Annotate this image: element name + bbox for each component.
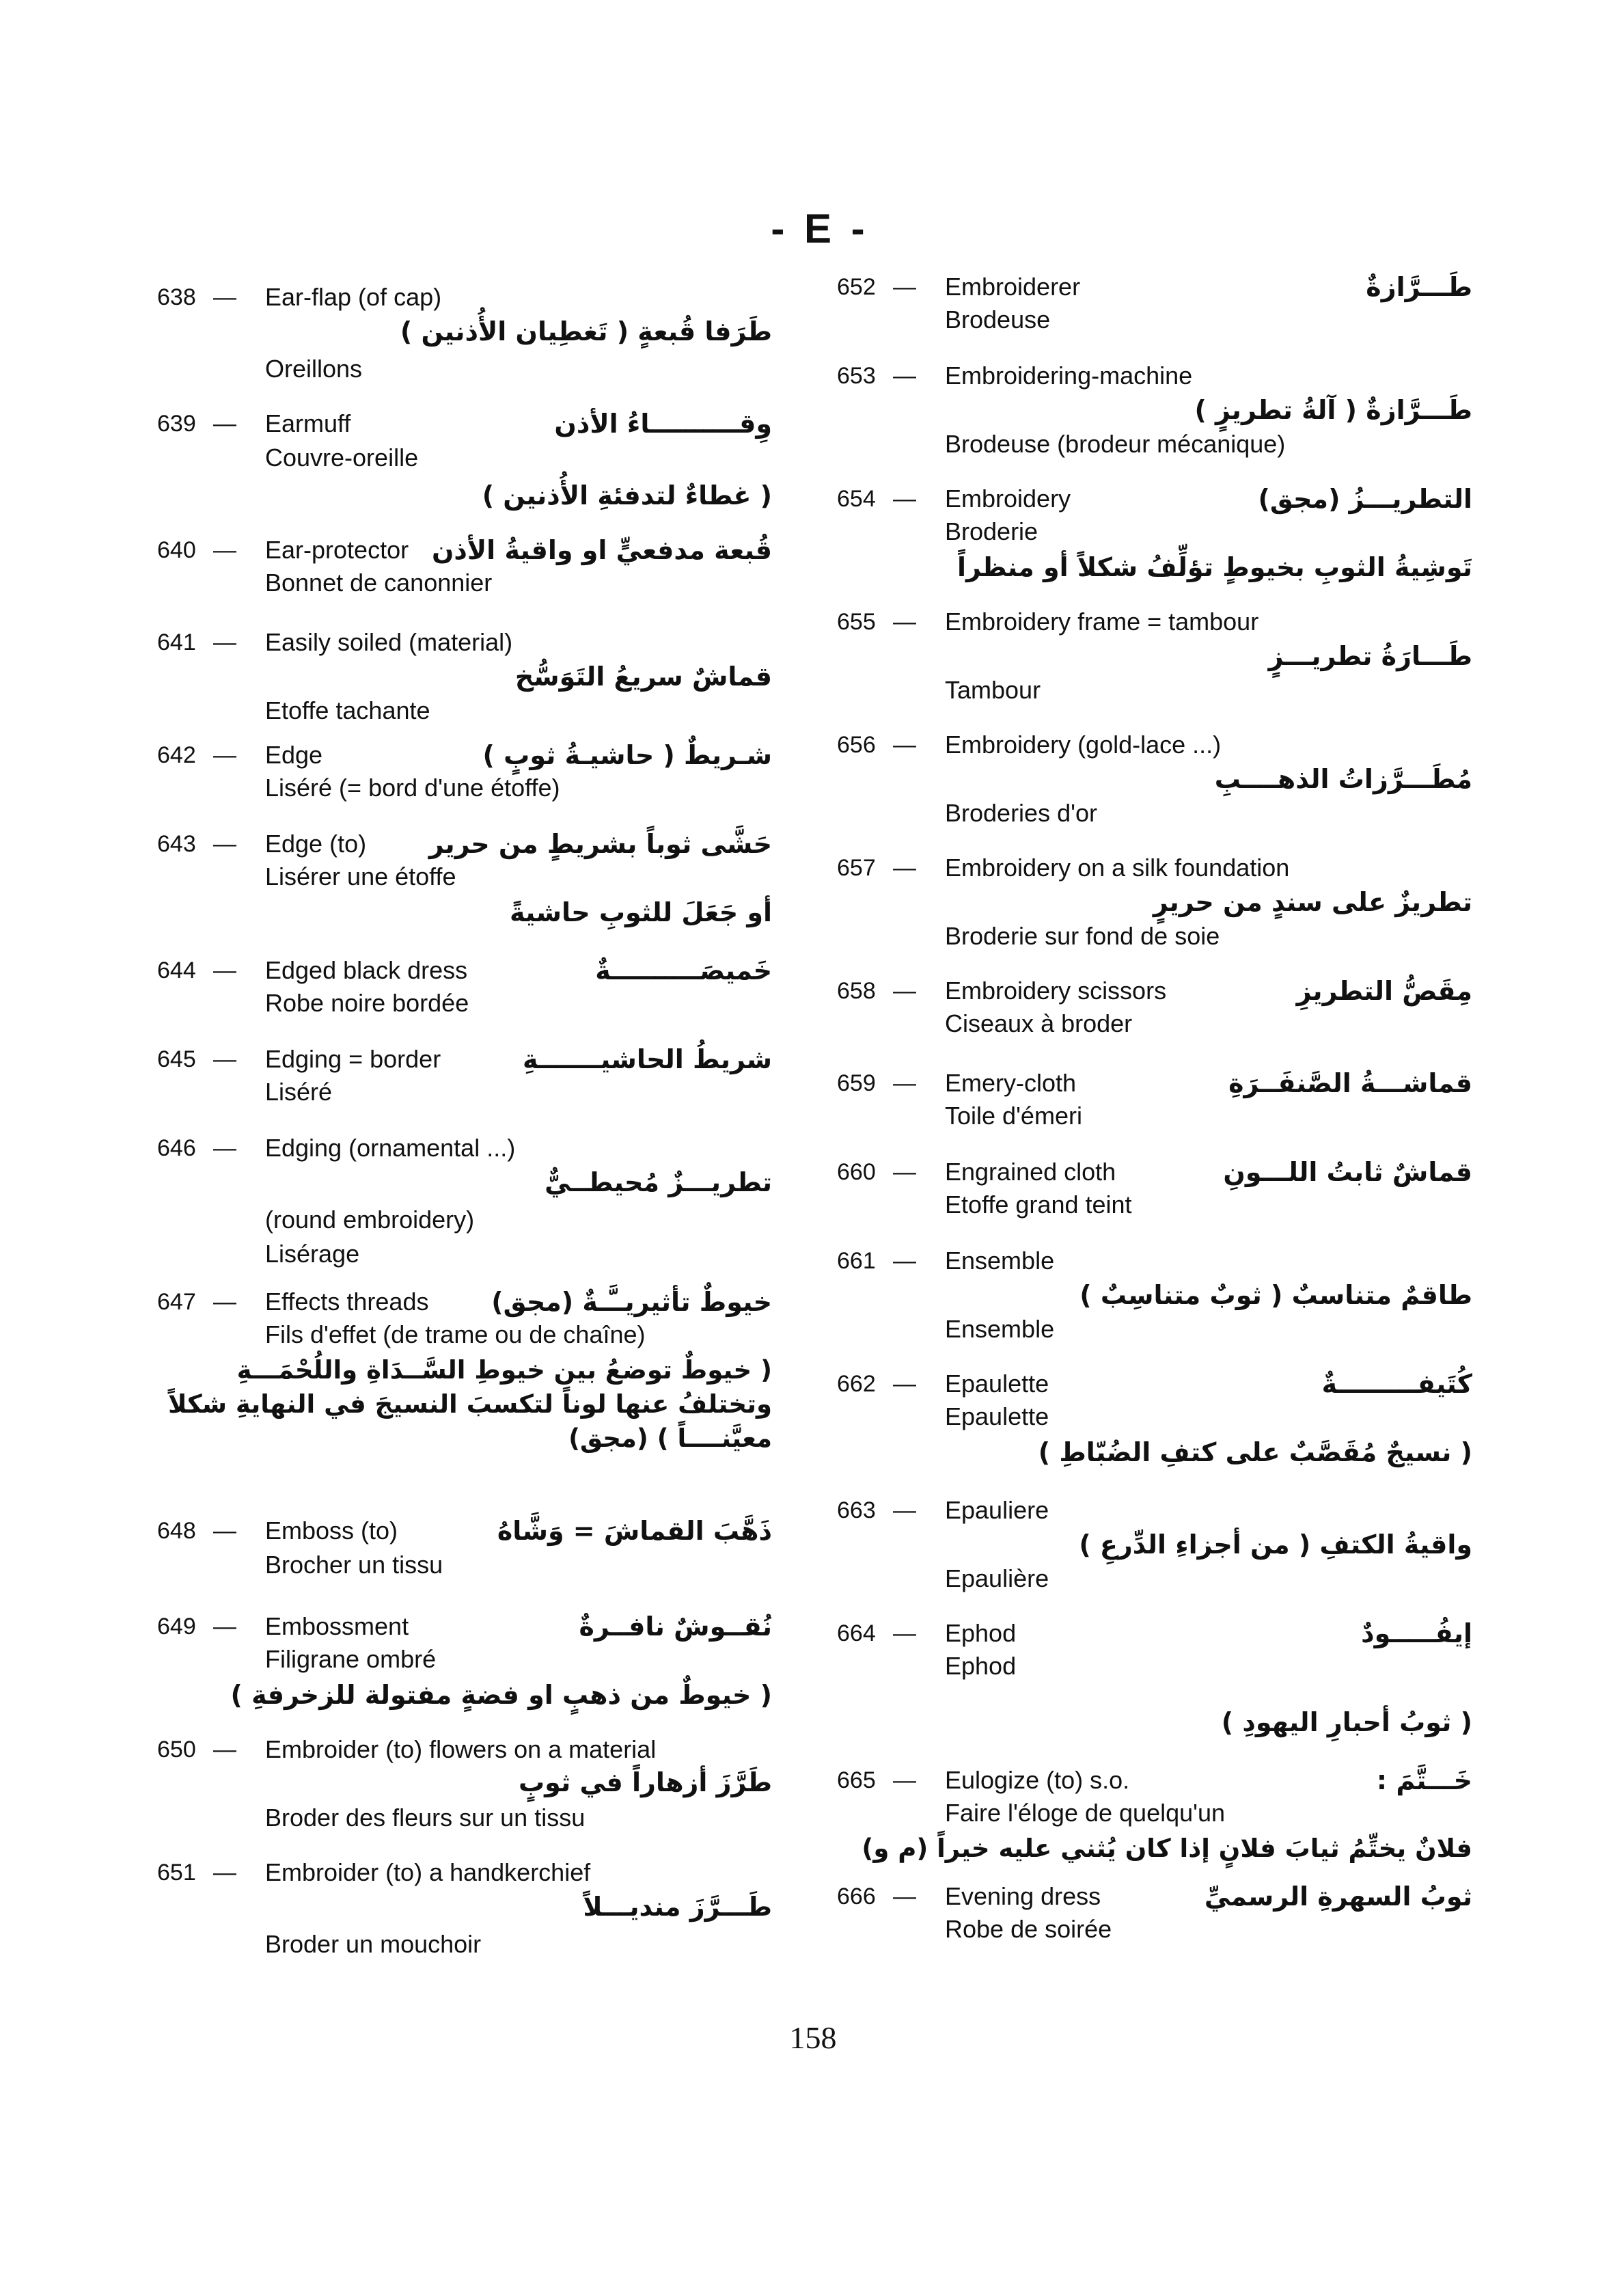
french-term: Broderie: [945, 517, 1038, 545]
arabic-term: قماشٌ ثابتُ اللـــونِ: [1223, 1157, 1472, 1187]
english-term: Embroidery on a silk foundation: [945, 854, 1290, 882]
entry-number: 649: [157, 1614, 196, 1640]
entry-number: 646: [157, 1135, 196, 1161]
page-number: 158: [789, 2020, 837, 2055]
dash: —: [893, 1497, 916, 1523]
english-term: Ear-flap (of cap): [265, 283, 442, 311]
dash: —: [893, 1248, 916, 1274]
english-term: Embroidery frame = tambour: [945, 608, 1259, 636]
entry-number: 659: [837, 1070, 876, 1096]
french-term: Ciseaux à broder: [945, 1009, 1133, 1037]
arabic-note: معيَّنــــاً ) (مجق): [568, 1424, 772, 1453]
arabic-term: طاقمٌ متناسبٌ ( ثوبٌ متناسِبٌ ): [1079, 1280, 1472, 1310]
entry-number: 657: [837, 855, 876, 881]
arabic-term: طَرَفا قُبعةٍ ( تَغطِيان الأُذنين ): [400, 316, 772, 346]
dash: —: [213, 1289, 236, 1315]
dash: —: [213, 1614, 236, 1640]
arabic-note: ( ثوبُ أحبارِ اليهودِ ): [1221, 1707, 1472, 1737]
dash: —: [213, 1046, 236, 1072]
english-term: Effects threads: [265, 1288, 429, 1316]
arabic-term: طَرَّزَ أزهاراً في ثوبٍ: [518, 1767, 772, 1797]
english-term: Easily soiled (material): [265, 628, 513, 656]
french-term: Fils d'effet (de trame ou de chaîne): [265, 1320, 646, 1348]
french-term: Lisérage: [265, 1240, 360, 1268]
entry-number: 640: [157, 537, 196, 563]
arabic-term: مُطَـــرَّزاتُ الذهــــبِ: [1214, 764, 1472, 794]
french-term: Etoffe tachante: [265, 696, 430, 724]
entry-number: 664: [837, 1620, 876, 1646]
dash: —: [893, 1884, 916, 1909]
french-term: Robe noire bordée: [265, 989, 469, 1017]
french-term: Broder des fleurs sur un tissu: [265, 1804, 586, 1832]
english-term: Embroider (to) flowers on a material: [265, 1735, 657, 1763]
english-term: Emery-cloth: [945, 1069, 1077, 1097]
dash: —: [213, 284, 236, 310]
french-term: Etoffe grand teint: [945, 1191, 1132, 1219]
dash: —: [893, 486, 916, 512]
arabic-term: شـريطٌ ( حاشيـةُ ثوبٍ ): [482, 740, 772, 770]
entry-number: 660: [837, 1159, 876, 1185]
section-letter: - E -: [771, 206, 869, 251]
entry-number: 645: [157, 1046, 196, 1072]
arabic-note: ( خيوطٌ توضعُ بين خيوطِ السَّــدَاةِ واللُحْمَـــةِ: [236, 1355, 772, 1385]
entry-number: 666: [837, 1884, 876, 1909]
english-note: (round embroidery): [265, 1206, 475, 1234]
arabic-term: ثوبُ السهرةِ الرسميِّ: [1204, 1881, 1472, 1912]
english-term: Embroiderer: [945, 273, 1081, 301]
arabic-term: إيفُـــــودٌ: [1361, 1618, 1472, 1648]
french-term: Faire l'éloge de quelqu'un: [945, 1799, 1226, 1827]
dash: —: [213, 411, 236, 437]
arabic-term: خَميصَــــــــــةٌ: [595, 955, 772, 985]
english-term: Epaulette: [945, 1370, 1049, 1398]
english-term: Edged black dress: [265, 956, 468, 984]
dash: —: [893, 1767, 916, 1793]
entry-number: 656: [837, 732, 876, 758]
arabic-term: كُتَيفـــــــــةٌ: [1321, 1369, 1472, 1399]
dash: —: [893, 732, 916, 758]
entry-number: 644: [157, 957, 196, 983]
dash: —: [893, 1371, 916, 1397]
dash: —: [213, 742, 236, 768]
french-term: Robe de soirée: [945, 1915, 1112, 1943]
arabic-note: ( غطاءٌ لتدفئةِ الأُذنين ): [482, 480, 772, 511]
entry-number: 654: [837, 486, 876, 512]
arabic-term: تطريـــزٌ مُحيطــيٌّ: [545, 1167, 772, 1197]
french-term: Brocher un tissu: [265, 1551, 443, 1579]
french-term: Toile d'émeri: [945, 1102, 1082, 1130]
arabic-term: خَـــتَّمَ :: [1376, 1765, 1472, 1795]
english-term: Engrained cloth: [945, 1158, 1116, 1186]
dash: —: [213, 1135, 236, 1161]
english-term: Ensemble: [945, 1247, 1055, 1275]
arabic-term: طَـــرَّازةٌ: [1366, 272, 1472, 302]
arabic-note: ( نسيجٌ مُقَصَّبٌ على كتفِ الضُبّاطِ ): [1038, 1437, 1472, 1467]
english-term: Embroidery (gold-lace ...): [945, 731, 1222, 759]
entry-number: 658: [837, 978, 876, 1004]
dash: —: [213, 537, 236, 563]
entry-number: 663: [837, 1497, 876, 1523]
english-term: Earmuff: [265, 409, 351, 437]
english-term: Edge (to): [265, 830, 367, 858]
dash: —: [893, 363, 916, 389]
english-term: Embossment: [265, 1612, 409, 1640]
english-term: Embroidery scissors: [945, 977, 1167, 1005]
entry-number: 653: [837, 363, 876, 389]
english-term: Edge: [265, 741, 323, 769]
english-term: Ephod: [945, 1619, 1017, 1647]
arabic-note: تَوشِيةُ الثوبِ بخيوطٍ تؤلِّفُ شكلاً أو منظراً: [957, 552, 1472, 582]
dash: —: [213, 1518, 236, 1544]
french-term: Broder un mouchoir: [265, 1930, 482, 1958]
english-term: Embroidering-machine: [945, 362, 1193, 390]
arabic-term: قماشـــةُ الصَّنفَــرَةِ: [1228, 1068, 1472, 1098]
arabic-term: مِقَصُّ التطريزِ: [1296, 976, 1472, 1006]
entry-number: 652: [837, 274, 876, 300]
entry-number: 647: [157, 1289, 196, 1315]
arabic-note: أو جَعَلَ للثوبِ حاشيةً: [510, 897, 772, 927]
english-term: Embroider (to) a handkerchief: [265, 1858, 591, 1886]
entry-number: 641: [157, 629, 196, 655]
french-term: Couvre-oreille: [265, 444, 419, 472]
arabic-term: التطريـــزُ (مجق): [1258, 484, 1472, 514]
french-term: Ensemble: [945, 1315, 1055, 1343]
english-term: Emboss (to): [265, 1517, 398, 1545]
arabic-term: واقيةُ الكتفِ ( من أجزاءِ الدِّرعِ ): [1079, 1530, 1472, 1560]
entry-number: 662: [837, 1371, 876, 1397]
arabic-term: قُبعة مدفعيٍّ او واقيةُ الأذن: [431, 535, 772, 565]
arabic-note: فلانٌ يختِّمُ ثيابَ فلانٍ إذا كان يُثني عليه خيراً (م و): [862, 1834, 1472, 1863]
french-term: Broderie sur fond de soie: [945, 922, 1220, 950]
entry-number: 661: [837, 1248, 876, 1274]
french-term: Oreillons: [265, 355, 363, 383]
arabic-term: قماشٌ سريعُ التَوَسُّخ: [514, 662, 772, 692]
french-term: Filigrane ombré: [265, 1645, 437, 1673]
french-term: Lisérer une étoffe: [265, 862, 456, 891]
english-term: Evening dress: [945, 1882, 1101, 1910]
entry-number: 665: [837, 1767, 876, 1793]
dash: —: [893, 855, 916, 881]
arabic-term: طَـــرَّزَ منديـــلاً: [583, 1892, 772, 1922]
arabic-term: طَـــرَّازةٌ ( آلةُ تطريزٍ ): [1194, 395, 1472, 425]
english-term: Epauliere: [945, 1496, 1049, 1524]
arabic-note: ( خيوطٌ من ذهبٍ او فضةٍ مفتولة للزخرفةِ ): [230, 1680, 772, 1710]
english-term: Eulogize (to) s.o.: [945, 1766, 1130, 1794]
entry-number: 651: [157, 1860, 196, 1886]
entry-number: 650: [157, 1737, 196, 1763]
arabic-note: وتختلفُ عنها لوناً لتكسبَ النسيجَ في النهايةِ شكلاً: [168, 1389, 772, 1419]
french-term: Ephod: [945, 1652, 1017, 1680]
dash: —: [893, 1620, 916, 1646]
dash: —: [213, 1860, 236, 1886]
arabic-term: طَـــارَةُ تطريـــزٍ: [1268, 641, 1472, 671]
dash: —: [213, 957, 236, 983]
dash: —: [893, 1159, 916, 1185]
dash: —: [213, 629, 236, 655]
arabic-term: حَشَّى ثوباً بشريطٍ من حرير: [428, 829, 772, 859]
dash: —: [213, 831, 236, 857]
entry-number: 638: [157, 284, 196, 310]
english-term: Edging = border: [265, 1045, 441, 1073]
french-term: Liséré: [265, 1078, 333, 1106]
french-term: Brodeuse (brodeur mécanique): [945, 430, 1286, 458]
french-term: Epaulette: [945, 1402, 1049, 1430]
arabic-term: ذَهَّبَ القماشَ = وَشَّاهُ: [497, 1516, 772, 1546]
french-term: Bonnet de canonnier: [265, 569, 493, 597]
entry-number: 655: [837, 609, 876, 635]
dash: —: [893, 274, 916, 300]
entry-number: 648: [157, 1518, 196, 1544]
entry-number: 643: [157, 831, 196, 857]
french-term: Epaulière: [945, 1564, 1049, 1592]
french-term: Tambour: [945, 676, 1041, 704]
dash: —: [893, 1070, 916, 1096]
english-term: Edging (ornamental ...): [265, 1134, 516, 1162]
arabic-term: تطريزٌ على سندٍ من حريرٍ: [1153, 887, 1472, 917]
entry-number: 639: [157, 411, 196, 437]
entry-number: 642: [157, 742, 196, 768]
french-term: Brodeuse: [945, 305, 1051, 334]
dash: —: [893, 978, 916, 1004]
arabic-term: خيوطٌ تأثيريــَّـةٌ (مجق): [491, 1287, 772, 1317]
dash: —: [213, 1737, 236, 1763]
arabic-term: وِقــــــــــاءُ الأذن: [554, 409, 772, 439]
arabic-term: نُقــوشٌ نافــرةٌ: [579, 1612, 772, 1642]
english-term: Ear-protector: [265, 536, 409, 564]
french-term: Broderies d'or: [945, 799, 1097, 827]
dash: —: [893, 609, 916, 635]
arabic-term: شريطُ الحاشيـــــــةِ: [523, 1044, 772, 1074]
english-term: Embroidery: [945, 485, 1071, 513]
french-term: Liséré (= bord d'une étoffe): [265, 774, 560, 802]
